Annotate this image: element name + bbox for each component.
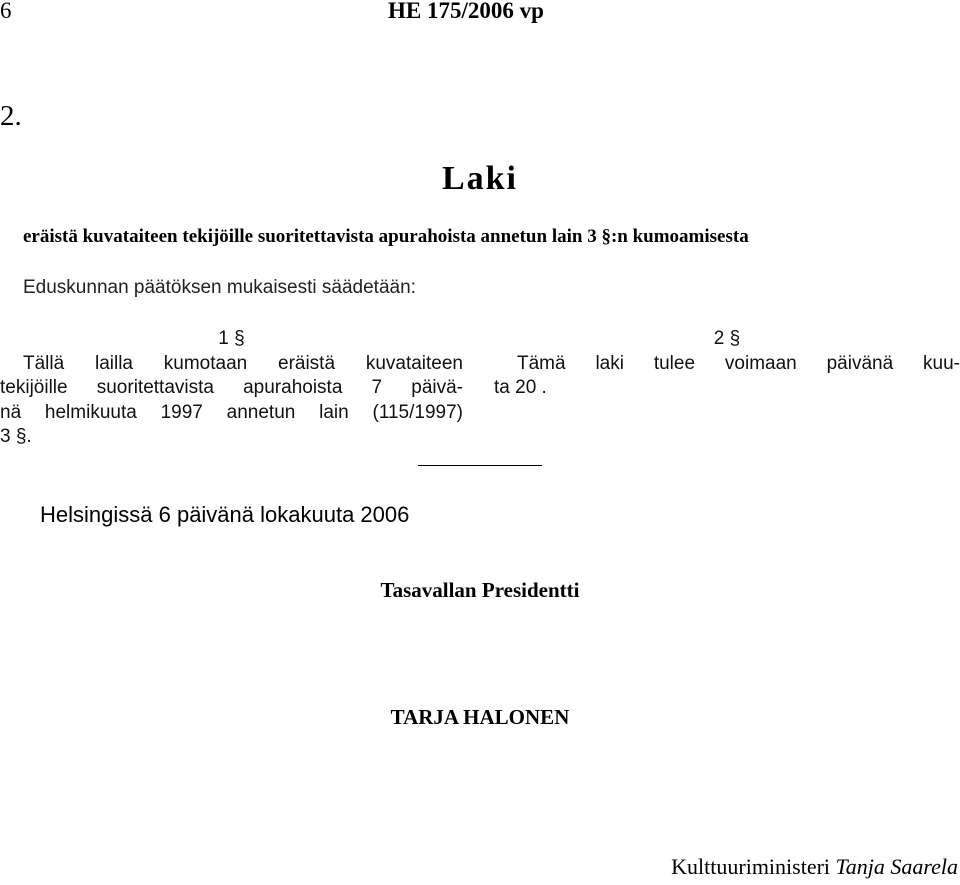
place-date: Helsingissä 6 päivänä lokakuuta 2006 (40, 502, 410, 527)
minister-title: Kulttuuriministeri (671, 854, 831, 879)
section-2-line: ta 20 . (494, 377, 547, 398)
end-rule (418, 465, 542, 466)
minister-signature (671, 854, 958, 880)
section-1-heading: 1 § (218, 328, 245, 349)
law-title: Laki (441, 160, 519, 197)
page-number: 6 (0, 0, 12, 23)
enactment-clause: Eduskunnan päätöksen mukaisesti säädetään: (23, 277, 416, 298)
document-id: HE 175/2006 vp (388, 0, 544, 23)
president-title: Tasavallan Presidentti (380, 578, 580, 602)
section-2 (494, 327, 960, 401)
section-2-line: Tämä laki tulee voimaan päivänä kuu- (517, 352, 960, 374)
minister-name: Tanja Saarela (835, 854, 958, 879)
section-1-line: nä helmikuuta 1997 annetun lain (115/1997) (0, 401, 463, 423)
section-number: 2. (0, 100, 22, 132)
president-name: TARJA HALONEN (390, 705, 570, 729)
section-1-line: Tällä lailla kumotaan eräistä kuvataiteen (23, 352, 463, 374)
section-1-line: tekijöille suoritettavista apurahoista 7 päivä- (0, 377, 463, 398)
section-2-heading: 2 § (713, 328, 741, 349)
section-1-line: 3 §. (0, 426, 32, 447)
section-1 (0, 327, 463, 450)
law-subtitle: eräistä kuvataiteen tekijöille suoritettavista apurahoista annetun lain 3 §:n kumoamisesta (23, 226, 749, 247)
